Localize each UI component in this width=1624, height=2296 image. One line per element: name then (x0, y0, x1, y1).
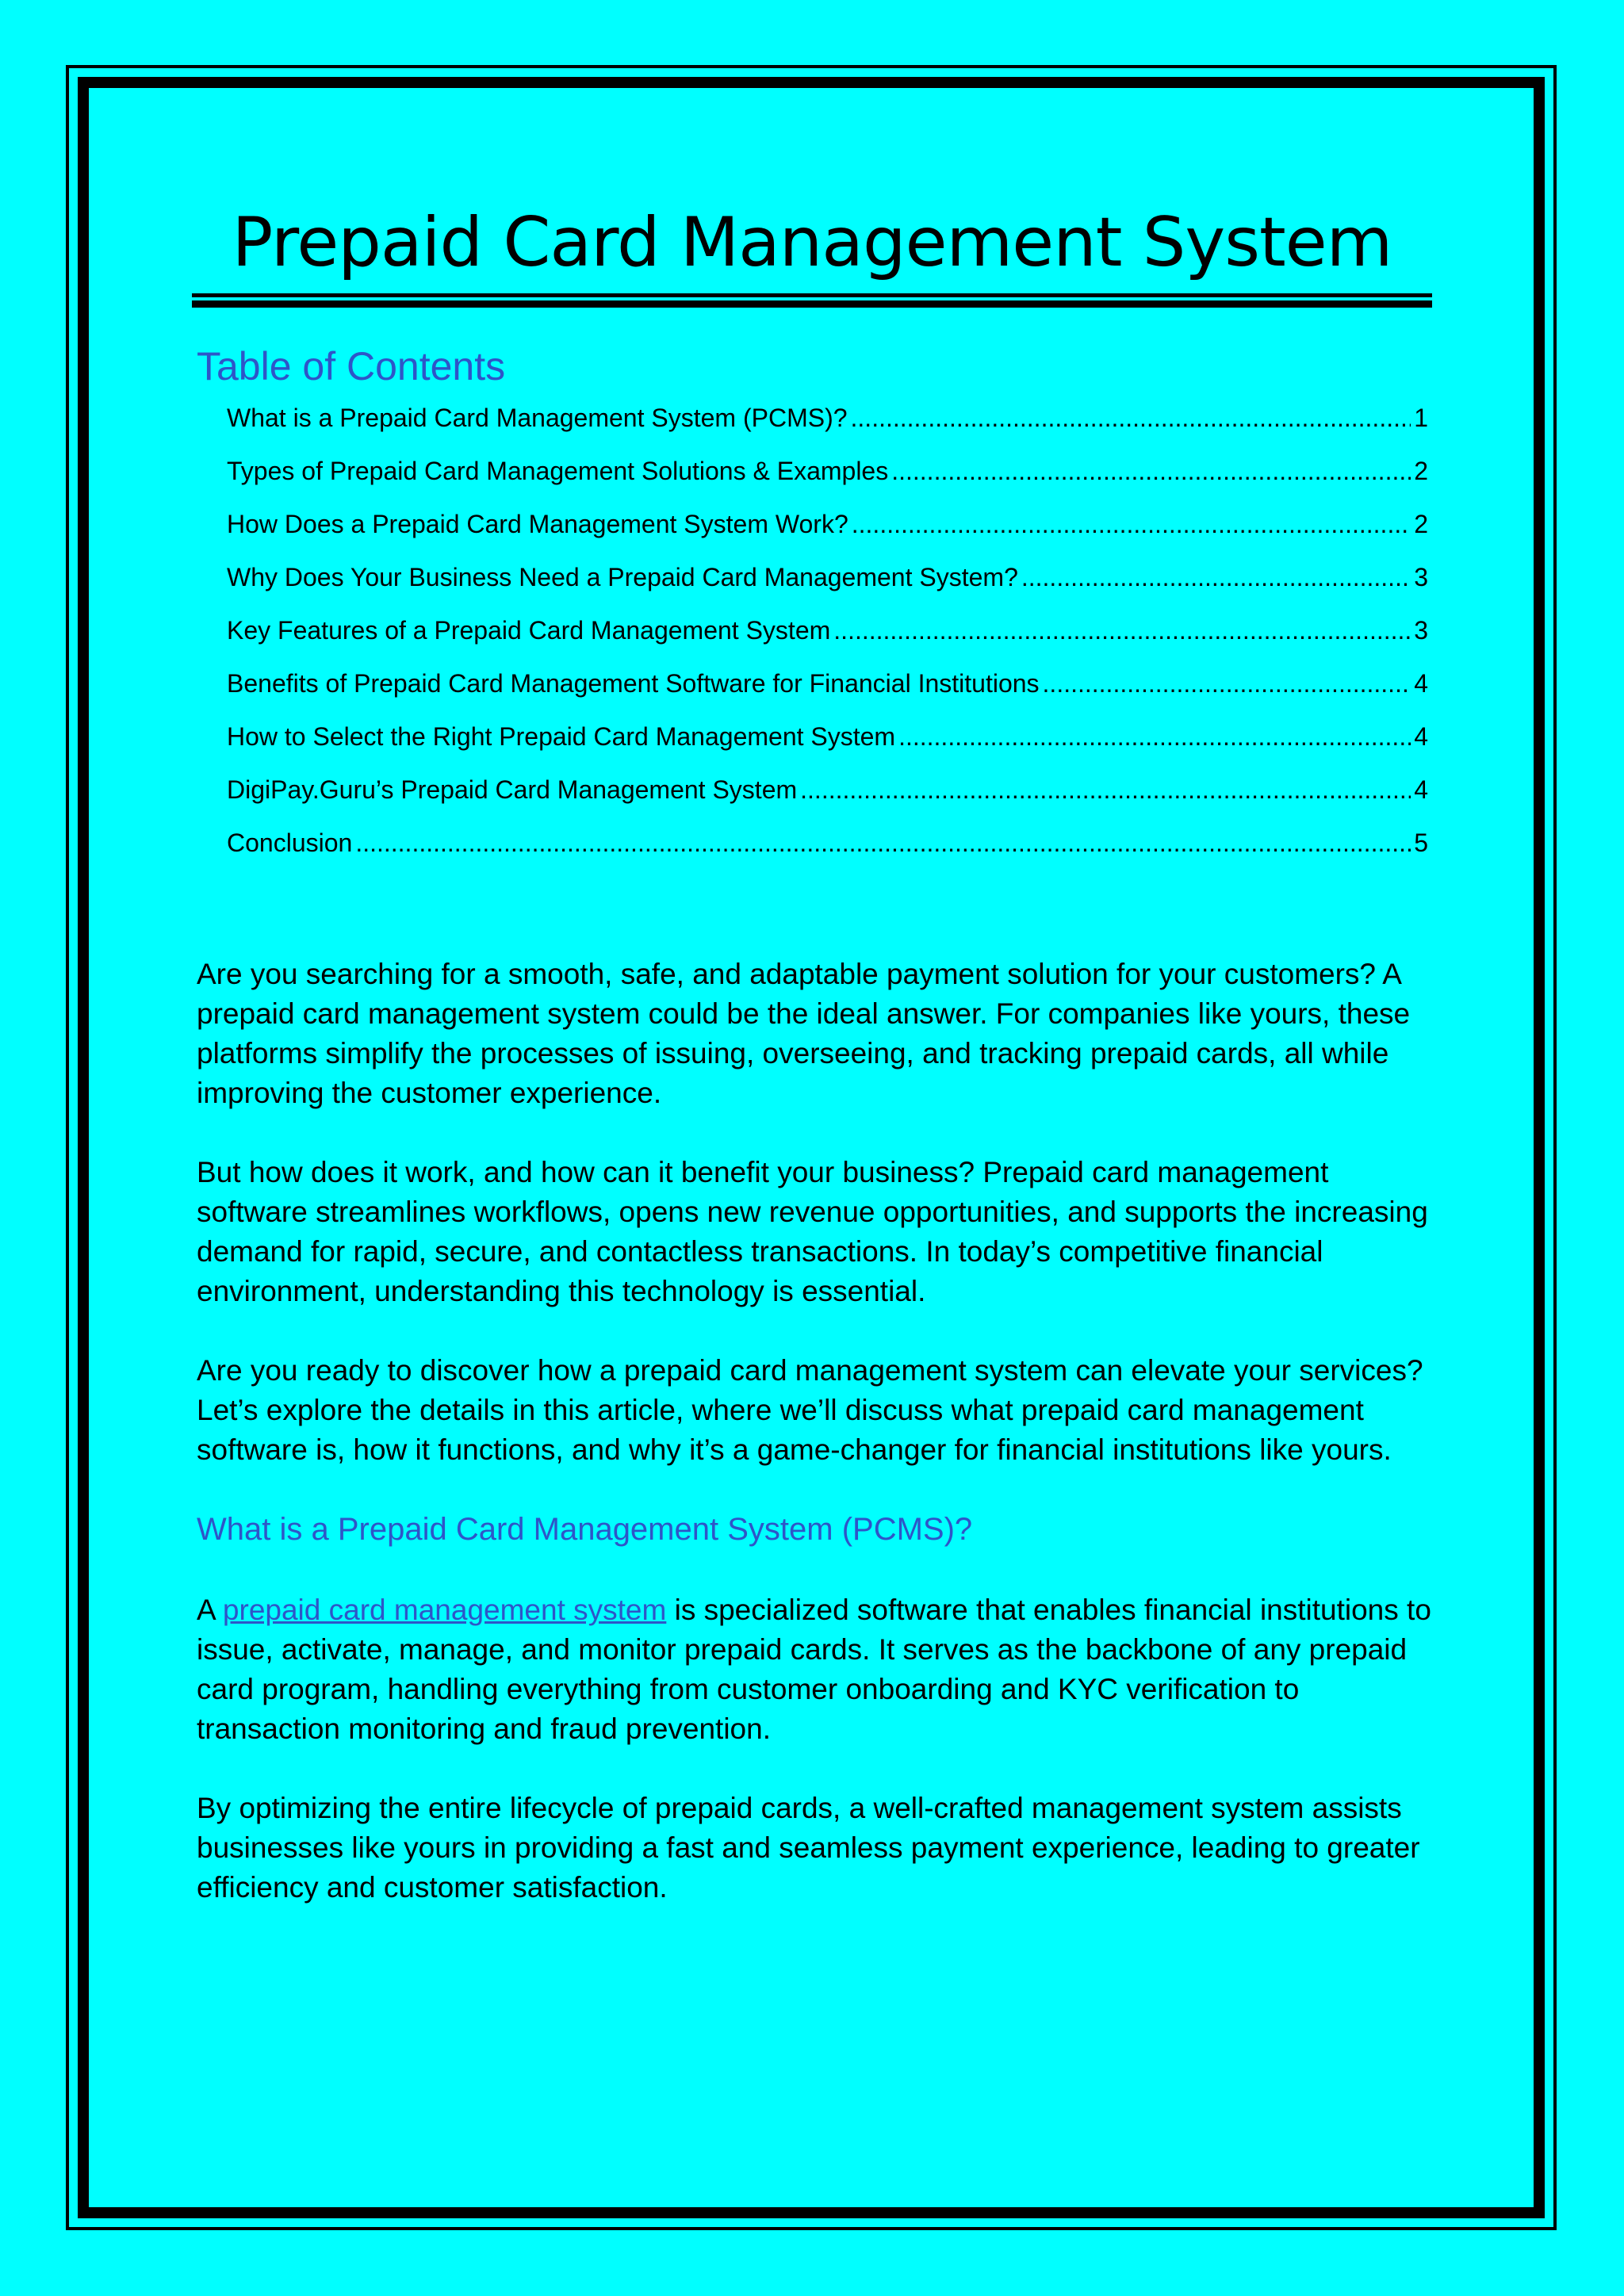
toc-page-number: 4 (1414, 669, 1428, 698)
toc-page-number: 3 (1414, 563, 1428, 591)
section-paragraph-1 (197, 1590, 1434, 1749)
article-body (197, 955, 1434, 1947)
toc-page-number: 1 (1414, 404, 1428, 432)
toc-item-benefits[interactable] (227, 662, 1428, 715)
pcms-link[interactable]: prepaid card management system (222, 1594, 667, 1626)
paragraph-text: A (197, 1594, 223, 1626)
toc-item-label: Key Features of a Prepaid Card Management System (227, 616, 831, 645)
document-title: Prepaid Card Management System (232, 203, 1392, 282)
toc-item-digipay[interactable] (227, 768, 1428, 821)
intro-paragraph-1: Are you searching for a smooth, safe, and adaptable payment solution for your customers? A prepaid card management system could be the ideal answer. For companies like yours, these platforms simplify the processes of issuing, overseeing, and tracking prepaid cards, all while improving the customer experience. (197, 958, 1411, 1109)
section-heading-what-is-pcms: What is a Prepaid Card Management System (PCMS)? (197, 1512, 973, 1547)
toc-item-key-features[interactable] (227, 609, 1428, 662)
section-paragraph-2: By optimizing the entire lifecycle of prepaid cards, a well-crafted management system assists businesses like yours in providing a fast and seamless payment experience, leading to greater efficiency and customer satisfaction. (197, 1792, 1420, 1904)
toc-leader-dots (1021, 556, 1411, 599)
toc-leader-dots (852, 503, 1411, 545)
toc-leader-dots (851, 396, 1411, 439)
table-of-contents (227, 396, 1428, 874)
toc-page-number: 4 (1414, 775, 1428, 804)
toc-item-why-need[interactable] (227, 556, 1428, 609)
toc-leader-dots (898, 715, 1411, 758)
toc-item-label: How to Select the Right Prepaid Card Management System (227, 722, 896, 751)
toc-item-label: What is a Prepaid Card Management System (PCMS)? (227, 404, 848, 432)
toc-item-what-is-pcms[interactable] (227, 396, 1428, 450)
toc-item-label: Conclusion (227, 828, 353, 857)
toc-item-conclusion[interactable] (227, 821, 1428, 874)
toc-page-number: 3 (1414, 616, 1428, 645)
intro-paragraph-3: Are you ready to discover how a prepaid card management system can elevate your services? Let’s explore the details in this article, where we’ll discuss what prepaid card management software is, how it functions, and why it’s a game-changer for financial institutions like yours. (197, 1354, 1423, 1466)
toc-item-types[interactable] (227, 450, 1428, 503)
toc-leader-dots (833, 609, 1411, 652)
toc-leader-dots (1043, 662, 1411, 705)
intro-paragraph-2: But how does it work, and how can it benefit your business? Prepaid card management software streamlines workflows, opens new revenue opportunities, and supports the increasing demand for rapid, secure, and contactless transactions. In today’s competitive financial environment, understanding this technology is essential. (197, 1156, 1428, 1307)
toc-leader-dots (891, 450, 1411, 492)
toc-item-how-to-select[interactable] (227, 715, 1428, 768)
toc-leader-dots (355, 821, 1411, 864)
toc-heading: Table of Contents (197, 344, 506, 388)
toc-item-label: How Does a Prepaid Card Management System Work? (227, 510, 848, 538)
toc-item-label: DigiPay.Guru’s Prepaid Card Management System (227, 775, 798, 804)
toc-item-label: Why Does Your Business Need a Prepaid Card Management System? (227, 563, 1018, 591)
toc-page-number: 4 (1414, 722, 1428, 751)
paragraph-text: is specialized software that enables financial institutions to issue, activate, manage, and monitor prepaid cards. It serves as the backbone of any prepaid card program, handling everything from customer onboarding and KYC verification to transaction monitoring and fraud prevention. (197, 1594, 1431, 1745)
toc-item-label: Types of Prepaid Card Management Solutions & Examples (227, 457, 889, 485)
toc-page-number: 5 (1414, 828, 1428, 857)
toc-page-number: 2 (1414, 457, 1428, 485)
toc-leader-dots (800, 768, 1411, 811)
toc-page-number: 2 (1414, 510, 1428, 538)
toc-item-label: Benefits of Prepaid Card Management Software for Financial Institutions (227, 669, 1040, 698)
title-underline (192, 293, 1432, 308)
toc-item-how-it-works[interactable] (227, 503, 1428, 556)
